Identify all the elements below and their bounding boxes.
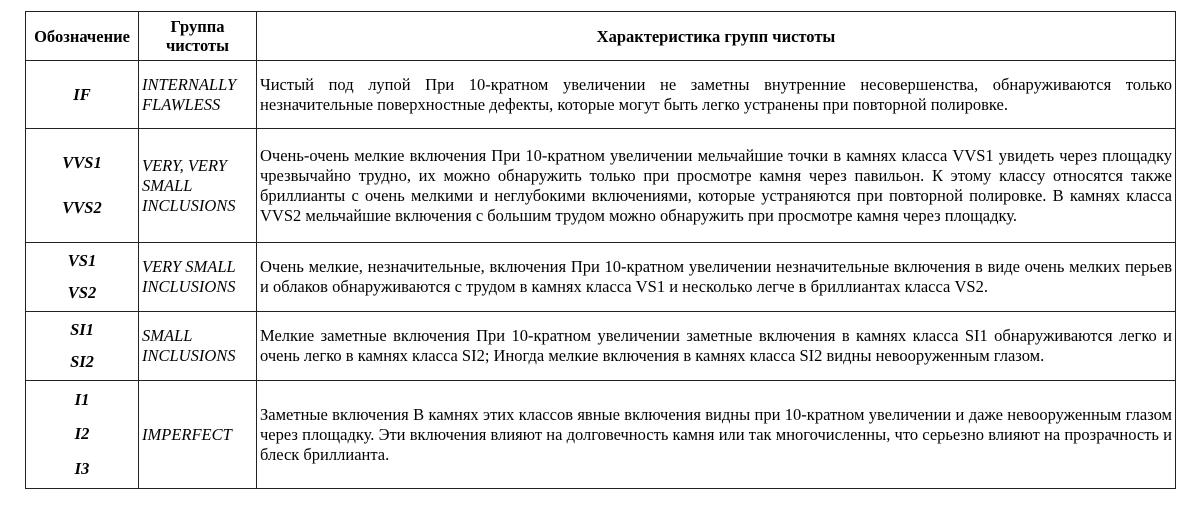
table-row (26, 381, 1176, 489)
clarity-code: I1 (74, 389, 90, 409)
header-designation: Обозначение (26, 12, 139, 61)
header-row (26, 12, 1176, 61)
table-row (26, 243, 1176, 312)
clarity-code: VVS2 (62, 198, 102, 217)
clarity-code: I2 (74, 424, 90, 444)
group-cell: SMALL INCLUSIONS (139, 312, 257, 381)
clarity-table (25, 11, 1176, 489)
group-cell: VERY SMALL INCLUSIONS (139, 243, 257, 312)
header-group: Группа чистоты (139, 12, 257, 61)
designation-cell (26, 243, 139, 312)
clarity-code: SI2 (70, 352, 94, 371)
group-cell: INTERNALLY FLAWLESS (139, 61, 257, 129)
designation-cell (26, 129, 139, 243)
designation-cell (26, 61, 139, 129)
designation-cell (26, 381, 139, 489)
clarity-code: VS1 (67, 251, 97, 270)
description-cell: Очень мелкие, незначительные, включения При 10-кратном увеличении незначительные включения в виде очень мелких перьев и облаков обнаруживаются с трудом в камнях класса VS1 и несколько легче в бриллиантах класса VS2. (257, 243, 1176, 312)
designation-cell (26, 312, 139, 381)
description-cell: Заметные включения В камнях этих классов явные включения видны при 10-кратном увеличении и даже невооруженным глазом через площадку. Эти включения влияют на долговечность камня или так многочисленны, что серьезно влияют на прозрачность и блеск бриллианта. (257, 381, 1176, 489)
clarity-code: VVS1 (62, 153, 102, 172)
table-row (26, 312, 1176, 381)
clarity-code: VS2 (67, 283, 97, 302)
description-cell: Очень-очень мелкие включения При 10-кратном увеличении мельчайшие точки в камнях класса VVS1 увидеть через площадку чрезвычайно трудно, их можно обнаружить только при просмотре камня через павильон. К этому классу относятся также бриллианты с очень мелкими и неглубокими включениями, которые устраняются при повторной полировке. В камнях класса VVS2 мельчайшие включения с большим трудом можно обнаружить при просмотре камня через площадку. (257, 129, 1176, 243)
clarity-code: IF (73, 84, 91, 104)
table-row (26, 61, 1176, 129)
group-cell: VERY, VERY SMALL INCLUSIONS (139, 129, 257, 243)
description-cell: Чистый под лупой При 10-кратном увеличении не заметны внутренние несовершенства, обнаруживаются только незначительные поверхностные дефекты, которые могут быть легко устранены при повторной полировке. (257, 61, 1176, 129)
header-characteristics: Характеристика групп чистоты (257, 12, 1176, 61)
group-cell: IMPERFECT (139, 381, 257, 489)
description-cell: Мелкие заметные включения При 10-кратном увеличении заметные включения в камнях класса SI1 обнаруживаются легко и очень легко в камнях класса SI2; Иногда мелкие включения в камнях класса SI2 видны невооруженным глазом. (257, 312, 1176, 381)
clarity-code: SI1 (70, 320, 94, 339)
table-row (26, 129, 1176, 243)
clarity-code: I3 (74, 459, 90, 479)
